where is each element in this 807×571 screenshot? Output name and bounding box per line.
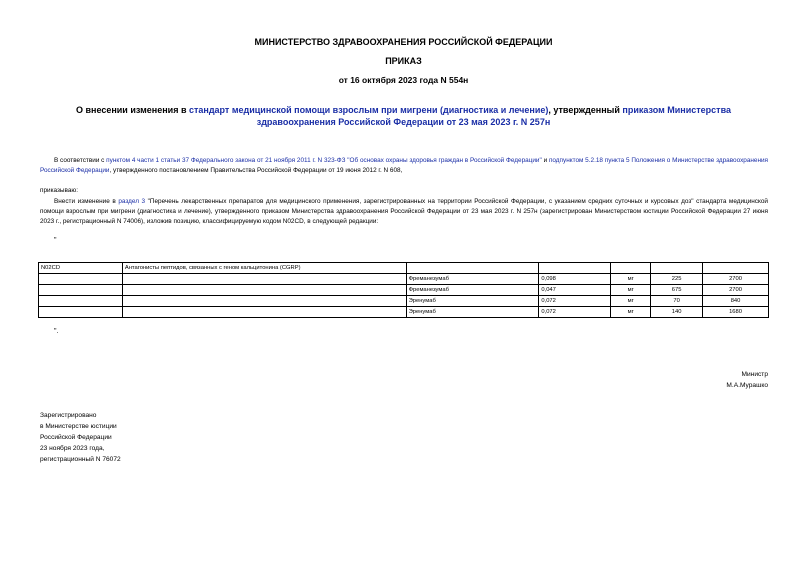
table-row	[39, 285, 769, 296]
daily-dose-cell: 225	[651, 274, 703, 285]
signature-block	[726, 369, 768, 391]
code-cell: N02CD	[39, 263, 123, 274]
registration-line: 23 ноября 2023 года,	[40, 445, 105, 452]
paragraph-change	[40, 197, 768, 227]
drug-name-cell: Фреманезумаб	[406, 285, 539, 296]
signature-role: Министр	[741, 371, 768, 378]
freq-cell: 0,072	[539, 307, 611, 318]
table-row	[39, 274, 769, 285]
title-link-standard[interactable]: стандарт медицинской помощи взрослым при мигрени (диагностика и лечение)	[188, 105, 549, 115]
registration-block	[40, 410, 121, 465]
p3-text-b: "Перечень лекарственных препаратов для медицинского применения, зарегистрированных на территории Российской Федерации, с указанием средних суточных и курсовых доз" стандарта медицинской помощи взрослым при мигрени (диагностика и лечение), утвержденного приказом Министерства здравоохранения Российской Федерации от 23 мая 2023 г. N 257н (зарегистрирован Министерством юстиции Российской Федерации 27 июня 2023 г., регистрационный N 74006), изложив позицию, классифицируемую кодом N02CD, в следующей редакции:	[40, 198, 768, 225]
p1-text-c: , утвержденного постановлением Правительства Российской Федерации от 19 июня 2012 г. N 608,	[109, 167, 403, 174]
registration-line: регистрационный N 76072	[40, 456, 121, 463]
p1-text-a: В соответствии с	[54, 157, 107, 164]
p1-text-b: и	[541, 157, 549, 164]
unit-cell: мг	[611, 285, 651, 296]
freq-cell: 0,072	[539, 296, 611, 307]
p3-link-section[interactable]: раздел 3	[118, 198, 146, 205]
registration-line: в Министерстве юстиции	[40, 423, 117, 430]
doc-date-number: от 16 октября 2023 года N 554н	[338, 75, 469, 85]
table-row	[39, 296, 769, 307]
unit-cell: мг	[611, 296, 651, 307]
drug-name-cell: Эренумаб	[406, 296, 539, 307]
daily-dose-cell: 70	[651, 296, 703, 307]
course-dose-cell: 2700	[703, 285, 769, 296]
unit-cell: мг	[611, 274, 651, 285]
drug-name-cell: Фреманезумаб	[406, 274, 539, 285]
unit-cell: мг	[611, 307, 651, 318]
title-link-order[interactable]: приказом Министерства здравоохранения Российской Федерации от 23 мая 2023 г. N 257н	[256, 105, 732, 127]
signature-name: М.А.Мурашко	[726, 382, 768, 389]
title-text-1: О внесении изменения в	[75, 105, 189, 115]
ministry-heading: МИНИСТЕРСТВО ЗДРАВООХРАНЕНИЯ РОССИЙСКОЙ ФЕДЕРАЦИИ	[254, 37, 553, 47]
drug-table	[38, 262, 769, 318]
quote-close: ".	[54, 328, 59, 335]
p1-link-regulation[interactable]: подпунктом 5.2.18 пункта 5 Положения о Министерстве здравоохранения Российской Федерации	[40, 157, 769, 174]
course-dose-cell: 2700	[703, 274, 769, 285]
doc-type-heading: ПРИКАЗ	[385, 56, 422, 66]
daily-dose-cell: 140	[651, 307, 703, 318]
course-dose-cell: 840	[703, 296, 769, 307]
freq-cell: 0,098	[539, 274, 611, 285]
paragraph-basis	[40, 156, 768, 176]
registration-line: Российской Федерации	[40, 434, 112, 441]
title-text-2: , утвержденный	[548, 105, 623, 115]
freq-cell: 0,047	[539, 285, 611, 296]
table-row	[39, 307, 769, 318]
paragraph-order-word: приказываю:	[40, 187, 78, 194]
daily-dose-cell: 675	[651, 285, 703, 296]
group-cell: Антагонисты пептидов, связанных с геном кальцитонина (CGRP)	[122, 263, 406, 274]
p3-text-a: Внести изменение в	[54, 198, 119, 205]
registration-line: Зарегистрировано	[40, 412, 97, 419]
quote-open: "	[54, 237, 57, 244]
p1-link-law[interactable]: пунктом 4 части 1 статьи 37 Федерального закона от 21 ноября 2011 г. N 323-ФЗ "Об основах охраны здоровья граждан в Российской Федерации"	[106, 157, 542, 164]
table-row	[39, 263, 769, 274]
course-dose-cell: 1680	[703, 307, 769, 318]
doc-title	[40, 104, 767, 128]
drug-name-cell: Эренумаб	[406, 307, 539, 318]
